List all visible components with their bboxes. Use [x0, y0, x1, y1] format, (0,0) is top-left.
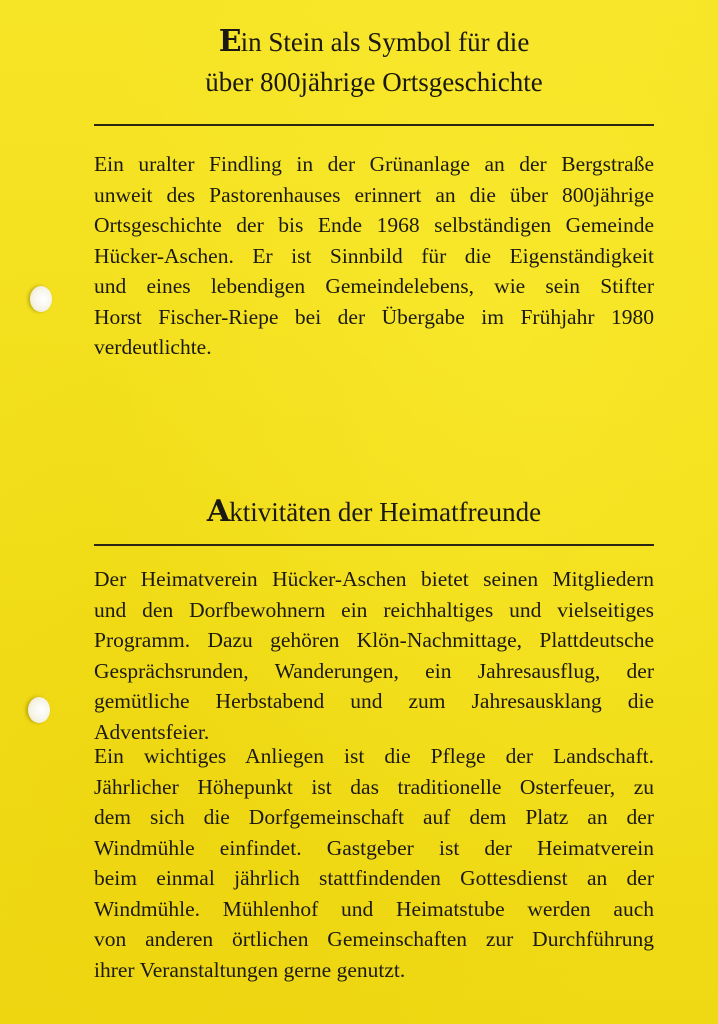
text-line: gemütliche Herbstabend und zum Jahresausklang die: [94, 689, 654, 713]
heading-text: in Stein als Symbol für die: [240, 27, 530, 57]
heading-divider: [94, 544, 654, 546]
text-line: Adventsfeier.: [94, 719, 210, 744]
paragraph-activities-landscape: [94, 741, 654, 985]
text-line: Ein uralter Findling in der Grünanlage an der Bergstraße: [94, 152, 654, 176]
text-line: und eines lebendigen Gemeindelebens, wie sein Stifter: [94, 274, 654, 298]
text-line: Windmühle einfindet. Gastgeber ist der Heimatverein: [94, 835, 654, 860]
text-line: Hücker-Aschen. Er ist Sinnbild für die Eigenständigkeit: [94, 243, 654, 268]
text-line: unweit des Pastorenhauses erinnert an die über 800jährige: [94, 182, 654, 207]
text-line: Horst Fischer-Riepe bei der Übergabe im Frühjahr 1980: [94, 304, 654, 329]
text-line: Ortsgeschichte der bis Ende 1968 selbständigen Gemeinde: [94, 213, 654, 237]
paragraph-stone: [94, 149, 654, 363]
heading-line-1: [94, 492, 654, 532]
paragraph-activities-program: [94, 564, 654, 747]
heading-initial: A: [206, 494, 230, 529]
text-line: Gesprächsrunden, Wanderungen, ein Jahresausflug, der: [94, 658, 654, 683]
section-heading-stone: [94, 22, 654, 102]
text-line: ihrer Veranstaltungen gerne genutzt.: [94, 957, 406, 982]
heading-divider: [94, 124, 654, 126]
text-line: Der Heimatverein Hücker-Aschen bietet seinen Mitgliedern: [94, 567, 654, 591]
punch-hole: [30, 286, 52, 312]
heading-line-2: über 800jährige Ortsgeschichte: [205, 67, 543, 97]
heading-initial: E: [218, 24, 241, 59]
text-line: dem sich die Dorfgemeinschaft auf dem Platz an der: [94, 805, 654, 829]
heading-text: ktivitäten der Heimatfreunde: [229, 497, 542, 527]
section-heading-activities: [94, 492, 654, 532]
text-line: beim einmal jährlich stattfindenden Gottesdienst an der: [94, 866, 654, 890]
text-line: Windmühle. Mühlenhof und Heimatstube werden auch: [94, 896, 654, 921]
text-line: Jährlicher Höhepunkt ist das traditionelle Osterfeuer, zu: [94, 774, 654, 799]
text-line: von anderen örtlichen Gemeinschaften zur Durchführung: [94, 927, 654, 951]
punch-hole: [28, 697, 50, 723]
heading-line-1: [94, 22, 654, 62]
text-line: Ein wichtiges Anliegen ist die Pflege der Landschaft.: [94, 744, 654, 768]
text-line: und den Dorfbewohnern ein reichhaltiges und vielseitiges: [94, 597, 654, 622]
text-line: verdeutlichte.: [94, 335, 212, 359]
text-line: Programm. Dazu gehören Klön-Nachmittage, Plattdeutsche: [94, 628, 654, 652]
